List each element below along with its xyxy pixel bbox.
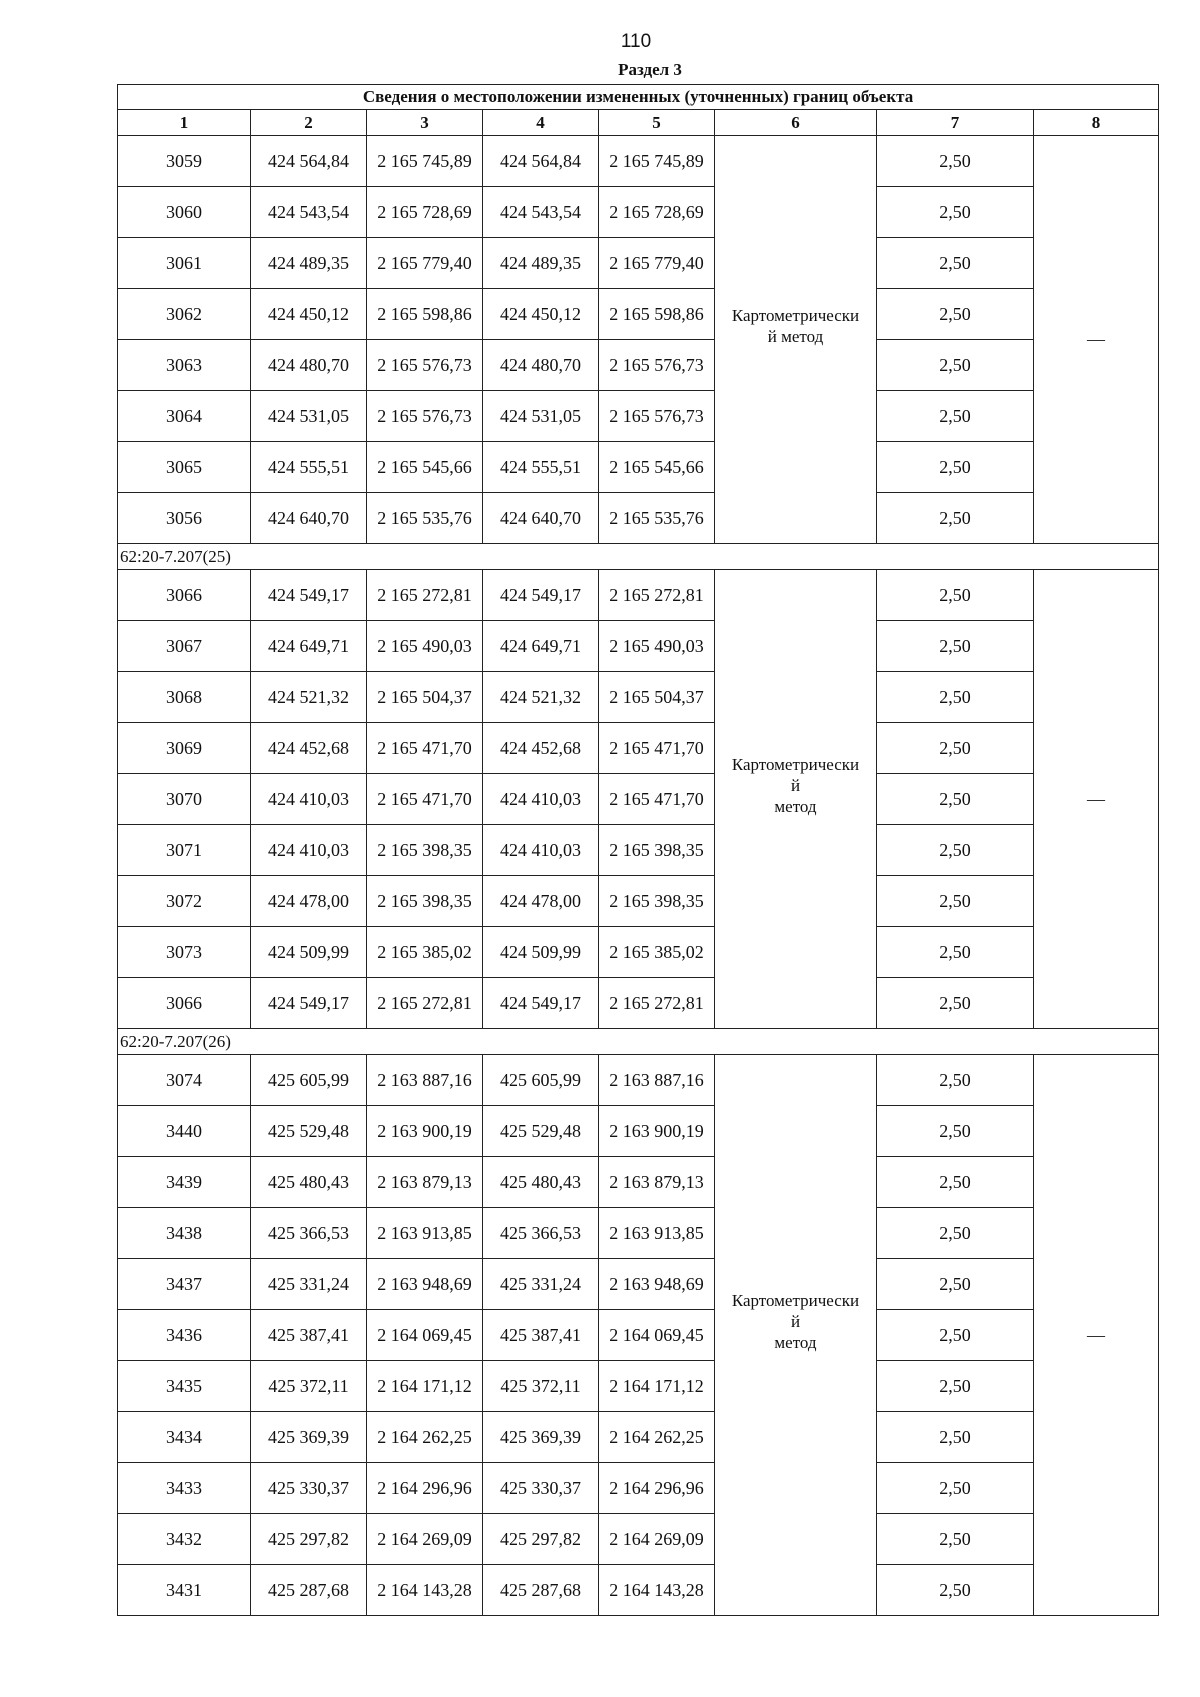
table-cell: 3072 (118, 876, 251, 927)
table-cell: 425 369,39 (251, 1412, 367, 1463)
table-cell: 2 165 545,66 (367, 442, 483, 493)
table-cell: 3071 (118, 825, 251, 876)
table-cell: 2 165 576,73 (599, 340, 715, 391)
table-cell: 2 165 471,70 (599, 723, 715, 774)
table-body (118, 85, 1159, 1616)
table-cell: 2 165 779,40 (599, 238, 715, 289)
table-cell: 2,50 (877, 876, 1034, 927)
table-cell: 3434 (118, 1412, 251, 1463)
table-cell: 424 489,35 (251, 238, 367, 289)
table-cell: 424 452,68 (483, 723, 599, 774)
table-cell: 2 165 471,70 (599, 774, 715, 825)
header-cell: 5 (599, 110, 715, 136)
table-cell: 3440 (118, 1106, 251, 1157)
header-cell: 1 (118, 110, 251, 136)
table-row (118, 442, 1159, 493)
header-cell: 2 (251, 110, 367, 136)
table-cell: 2 165 576,73 (367, 391, 483, 442)
table-cell: 424 521,32 (251, 672, 367, 723)
table-cell: 3432 (118, 1514, 251, 1565)
method-text-line: Картометрически (731, 754, 860, 774)
table-row (118, 1463, 1159, 1514)
table-cell: 2 165 272,81 (599, 570, 715, 621)
table-cell: 425 387,41 (483, 1310, 599, 1361)
table-cell: 425 297,82 (483, 1514, 599, 1565)
table-cell: 3060 (118, 187, 251, 238)
table-row (118, 825, 1159, 876)
table-cell: 425 287,68 (483, 1565, 599, 1616)
table-cell: 424 531,05 (483, 391, 599, 442)
table-cell: 2 165 745,89 (599, 136, 715, 187)
table-cell: 2 165 598,86 (599, 289, 715, 340)
table-cell: 2 164 296,96 (367, 1463, 483, 1514)
table-row (118, 1412, 1159, 1463)
section-title: Раздел 3 (618, 60, 682, 79)
table-cell: 425 330,37 (251, 1463, 367, 1514)
table-cell: 424 555,51 (251, 442, 367, 493)
parcel-group-label: 62:20-7.207(25) (118, 544, 1159, 570)
table-cell: 424 480,70 (251, 340, 367, 391)
table-row (118, 238, 1159, 289)
table-cell: 2 165 598,86 (367, 289, 483, 340)
table-cell: 2,50 (877, 570, 1034, 621)
table-cell: 424 410,03 (251, 774, 367, 825)
method-text-line: й метод (767, 326, 824, 346)
table-cell: 3070 (118, 774, 251, 825)
table-row (118, 774, 1159, 825)
table-row (118, 187, 1159, 238)
parcel-group-row (118, 544, 1159, 570)
table-cell: 2 165 535,76 (367, 493, 483, 544)
table-cell: 424 543,54 (483, 187, 599, 238)
column-8-cell: — (1034, 570, 1159, 1029)
table-cell: 3068 (118, 672, 251, 723)
table-cell: 3066 (118, 978, 251, 1029)
table-row (118, 340, 1159, 391)
table-row (118, 1208, 1159, 1259)
table-row (118, 1361, 1159, 1412)
table-cell: 425 331,24 (251, 1259, 367, 1310)
table-cell: 3436 (118, 1310, 251, 1361)
method-text-line: й (790, 775, 801, 795)
table-cell: 425 387,41 (251, 1310, 367, 1361)
table-cell: 2 165 504,37 (367, 672, 483, 723)
table-cell: 2 164 262,25 (367, 1412, 483, 1463)
table-cell: 2 164 269,09 (367, 1514, 483, 1565)
table-cell: 3065 (118, 442, 251, 493)
method-text-line: Картометрически (731, 1290, 860, 1310)
table-cell: 425 529,48 (251, 1106, 367, 1157)
table-cell: 425 480,43 (251, 1157, 367, 1208)
table-cell: 2,50 (877, 1361, 1034, 1412)
table-cell: 2 165 272,81 (599, 978, 715, 1029)
table-cell: 2 165 728,69 (599, 187, 715, 238)
table-cell: 2 164 269,09 (599, 1514, 715, 1565)
parcel-group-row (118, 1029, 1159, 1055)
table-row (118, 1514, 1159, 1565)
table-cell: 424 452,68 (251, 723, 367, 774)
table-cell: 424 410,03 (251, 825, 367, 876)
method-text-line: Картометрически (731, 305, 860, 325)
table-cell: 2 165 398,35 (599, 825, 715, 876)
table-row (118, 1055, 1159, 1106)
table-cell: 2 165 272,81 (367, 978, 483, 1029)
table-cell: 3431 (118, 1565, 251, 1616)
table-row (118, 621, 1159, 672)
method-cell (715, 1055, 877, 1616)
table-cell: 424 549,17 (251, 978, 367, 1029)
table-cell: 424 410,03 (483, 825, 599, 876)
table-row (118, 927, 1159, 978)
table-cell: 424 410,03 (483, 774, 599, 825)
table-cell: 2,50 (877, 1412, 1034, 1463)
table-cell: 2 164 143,28 (367, 1565, 483, 1616)
table-cell: 425 605,99 (251, 1055, 367, 1106)
page-number: 110 (620, 31, 652, 52)
table-cell: 2 165 471,70 (367, 723, 483, 774)
table-cell: 2 165 471,70 (367, 774, 483, 825)
method-cell (715, 570, 877, 1029)
table-cell: 2,50 (877, 672, 1034, 723)
table-cell: 2,50 (877, 1106, 1034, 1157)
table-cell: 425 372,11 (251, 1361, 367, 1412)
table-cell: 3438 (118, 1208, 251, 1259)
table-row (118, 391, 1159, 442)
table-cell: 2 163 879,13 (367, 1157, 483, 1208)
table-cell: 2 164 069,45 (599, 1310, 715, 1361)
table-cell: 3056 (118, 493, 251, 544)
table-row (118, 493, 1159, 544)
header-cell: 4 (483, 110, 599, 136)
table-cell: 2,50 (877, 136, 1034, 187)
table-cell: 2 165 272,81 (367, 570, 483, 621)
table-cell: 424 555,51 (483, 442, 599, 493)
table-cell: 2 165 728,69 (367, 187, 483, 238)
table-cell: 425 605,99 (483, 1055, 599, 1106)
table-cell: 424 531,05 (251, 391, 367, 442)
table-cell: 2 163 913,85 (599, 1208, 715, 1259)
table-cell: 2 163 887,16 (599, 1055, 715, 1106)
table-cell: 2,50 (877, 187, 1034, 238)
table-cell: 2 165 535,76 (599, 493, 715, 544)
table-row (118, 289, 1159, 340)
table-cell: 3437 (118, 1259, 251, 1310)
table-caption-row (118, 85, 1159, 110)
table-cell: 2 165 576,73 (599, 391, 715, 442)
table-cell: 2 163 948,69 (599, 1259, 715, 1310)
table-cell: 424 640,70 (251, 493, 367, 544)
table-cell: 425 480,43 (483, 1157, 599, 1208)
boundary-coordinates-table (117, 84, 1159, 1616)
table-cell: 2 165 490,03 (599, 621, 715, 672)
table-cell: 3066 (118, 570, 251, 621)
table-row (118, 1259, 1159, 1310)
table-header-row (118, 110, 1159, 136)
table-cell: 2 165 385,02 (367, 927, 483, 978)
header-cell: 6 (715, 110, 877, 136)
table-cell: 424 549,17 (251, 570, 367, 621)
table-cell: 425 287,68 (251, 1565, 367, 1616)
method-text-line: й (790, 1311, 801, 1331)
table-row (118, 1157, 1159, 1208)
table-cell: 2,50 (877, 340, 1034, 391)
table-cell: 3062 (118, 289, 251, 340)
table-cell: 2 165 398,35 (599, 876, 715, 927)
table-cell: 424 450,12 (483, 289, 599, 340)
table-cell: 425 331,24 (483, 1259, 599, 1310)
table-cell: 424 564,84 (483, 136, 599, 187)
parcel-group-label: 62:20-7.207(26) (118, 1029, 1159, 1055)
table-cell: 2 163 948,69 (367, 1259, 483, 1310)
table-cell: 424 640,70 (483, 493, 599, 544)
table-cell: 424 478,00 (251, 876, 367, 927)
table-caption: Сведения о местоположении измененных (уточненных) границ объекта (118, 85, 1159, 110)
table-cell: 3435 (118, 1361, 251, 1412)
table-row (118, 672, 1159, 723)
table-cell: 2,50 (877, 1055, 1034, 1106)
table-cell: 2 164 296,96 (599, 1463, 715, 1514)
table-cell: 2,50 (877, 1208, 1034, 1259)
table-cell: 425 529,48 (483, 1106, 599, 1157)
table-cell: 3073 (118, 927, 251, 978)
table-row (118, 1310, 1159, 1361)
table-cell: 424 489,35 (483, 238, 599, 289)
column-8-cell: — (1034, 136, 1159, 544)
table-cell: 425 330,37 (483, 1463, 599, 1514)
table-cell: 2 163 900,19 (367, 1106, 483, 1157)
table-cell: 2,50 (877, 1259, 1034, 1310)
table-row (118, 1106, 1159, 1157)
table-cell: 2,50 (877, 723, 1034, 774)
table-cell: 2,50 (877, 825, 1034, 876)
table-cell: 424 450,12 (251, 289, 367, 340)
header-cell: 7 (877, 110, 1034, 136)
table-cell: 2 165 385,02 (599, 927, 715, 978)
table-cell: 2,50 (877, 289, 1034, 340)
table-cell: 2,50 (877, 621, 1034, 672)
table-cell: 2 164 171,12 (367, 1361, 483, 1412)
table-cell: 3433 (118, 1463, 251, 1514)
table-cell: 2,50 (877, 442, 1034, 493)
table-cell: 2,50 (877, 927, 1034, 978)
header-cell: 8 (1034, 110, 1159, 136)
table-cell: 2 165 398,35 (367, 876, 483, 927)
table-row (118, 723, 1159, 774)
table-cell: 2 165 545,66 (599, 442, 715, 493)
table-cell: 425 297,82 (251, 1514, 367, 1565)
table-cell: 2 165 504,37 (599, 672, 715, 723)
table-cell: 424 649,71 (251, 621, 367, 672)
table-cell: 2 163 879,13 (599, 1157, 715, 1208)
table-cell: 2,50 (877, 238, 1034, 289)
table-cell: 424 564,84 (251, 136, 367, 187)
table-cell: 2 165 779,40 (367, 238, 483, 289)
table-cell: 3069 (118, 723, 251, 774)
table-cell: 2,50 (877, 1157, 1034, 1208)
table-cell: 424 549,17 (483, 978, 599, 1029)
table-cell: 2,50 (877, 978, 1034, 1029)
table-cell: 2 164 262,25 (599, 1412, 715, 1463)
table-cell: 3063 (118, 340, 251, 391)
table-cell: 2 164 171,12 (599, 1361, 715, 1412)
table-row (118, 978, 1159, 1029)
table-cell: 425 372,11 (483, 1361, 599, 1412)
table-cell: 2 163 900,19 (599, 1106, 715, 1157)
table-cell: 2 165 576,73 (367, 340, 483, 391)
table-cell: 2 165 490,03 (367, 621, 483, 672)
table-cell: 425 366,53 (251, 1208, 367, 1259)
table-cell: 3061 (118, 238, 251, 289)
table-cell: 424 509,99 (483, 927, 599, 978)
table-cell: 2 164 143,28 (599, 1565, 715, 1616)
table-cell: 424 543,54 (251, 187, 367, 238)
table-cell: 2 165 745,89 (367, 136, 483, 187)
method-text-line: метод (774, 796, 817, 816)
table-cell: 3059 (118, 136, 251, 187)
table-cell: 425 366,53 (483, 1208, 599, 1259)
table-cell: 2 165 398,35 (367, 825, 483, 876)
method-cell (715, 136, 877, 544)
table-cell: 2,50 (877, 1463, 1034, 1514)
table-cell: 425 369,39 (483, 1412, 599, 1463)
table-cell: 2 163 887,16 (367, 1055, 483, 1106)
table-cell: 3067 (118, 621, 251, 672)
table-cell: 3074 (118, 1055, 251, 1106)
table-row (118, 876, 1159, 927)
table-row (118, 1565, 1159, 1616)
header-cell: 3 (367, 110, 483, 136)
table-cell: 2,50 (877, 1310, 1034, 1361)
table-cell: 424 478,00 (483, 876, 599, 927)
table-cell: 2,50 (877, 493, 1034, 544)
table-cell: 3064 (118, 391, 251, 442)
method-text-line: метод (774, 1332, 817, 1352)
table-cell: 424 509,99 (251, 927, 367, 978)
table-cell: 2 164 069,45 (367, 1310, 483, 1361)
table-cell: 2,50 (877, 774, 1034, 825)
column-8-cell: — (1034, 1055, 1159, 1616)
table-cell: 2,50 (877, 1514, 1034, 1565)
table-cell: 424 549,17 (483, 570, 599, 621)
table-cell: 424 521,32 (483, 672, 599, 723)
table-cell: 424 649,71 (483, 621, 599, 672)
table-row (118, 136, 1159, 187)
table-cell: 424 480,70 (483, 340, 599, 391)
table-cell: 2,50 (877, 1565, 1034, 1616)
table-cell: 3439 (118, 1157, 251, 1208)
table-cell: 2 163 913,85 (367, 1208, 483, 1259)
table-cell: 2,50 (877, 391, 1034, 442)
table-row (118, 570, 1159, 621)
